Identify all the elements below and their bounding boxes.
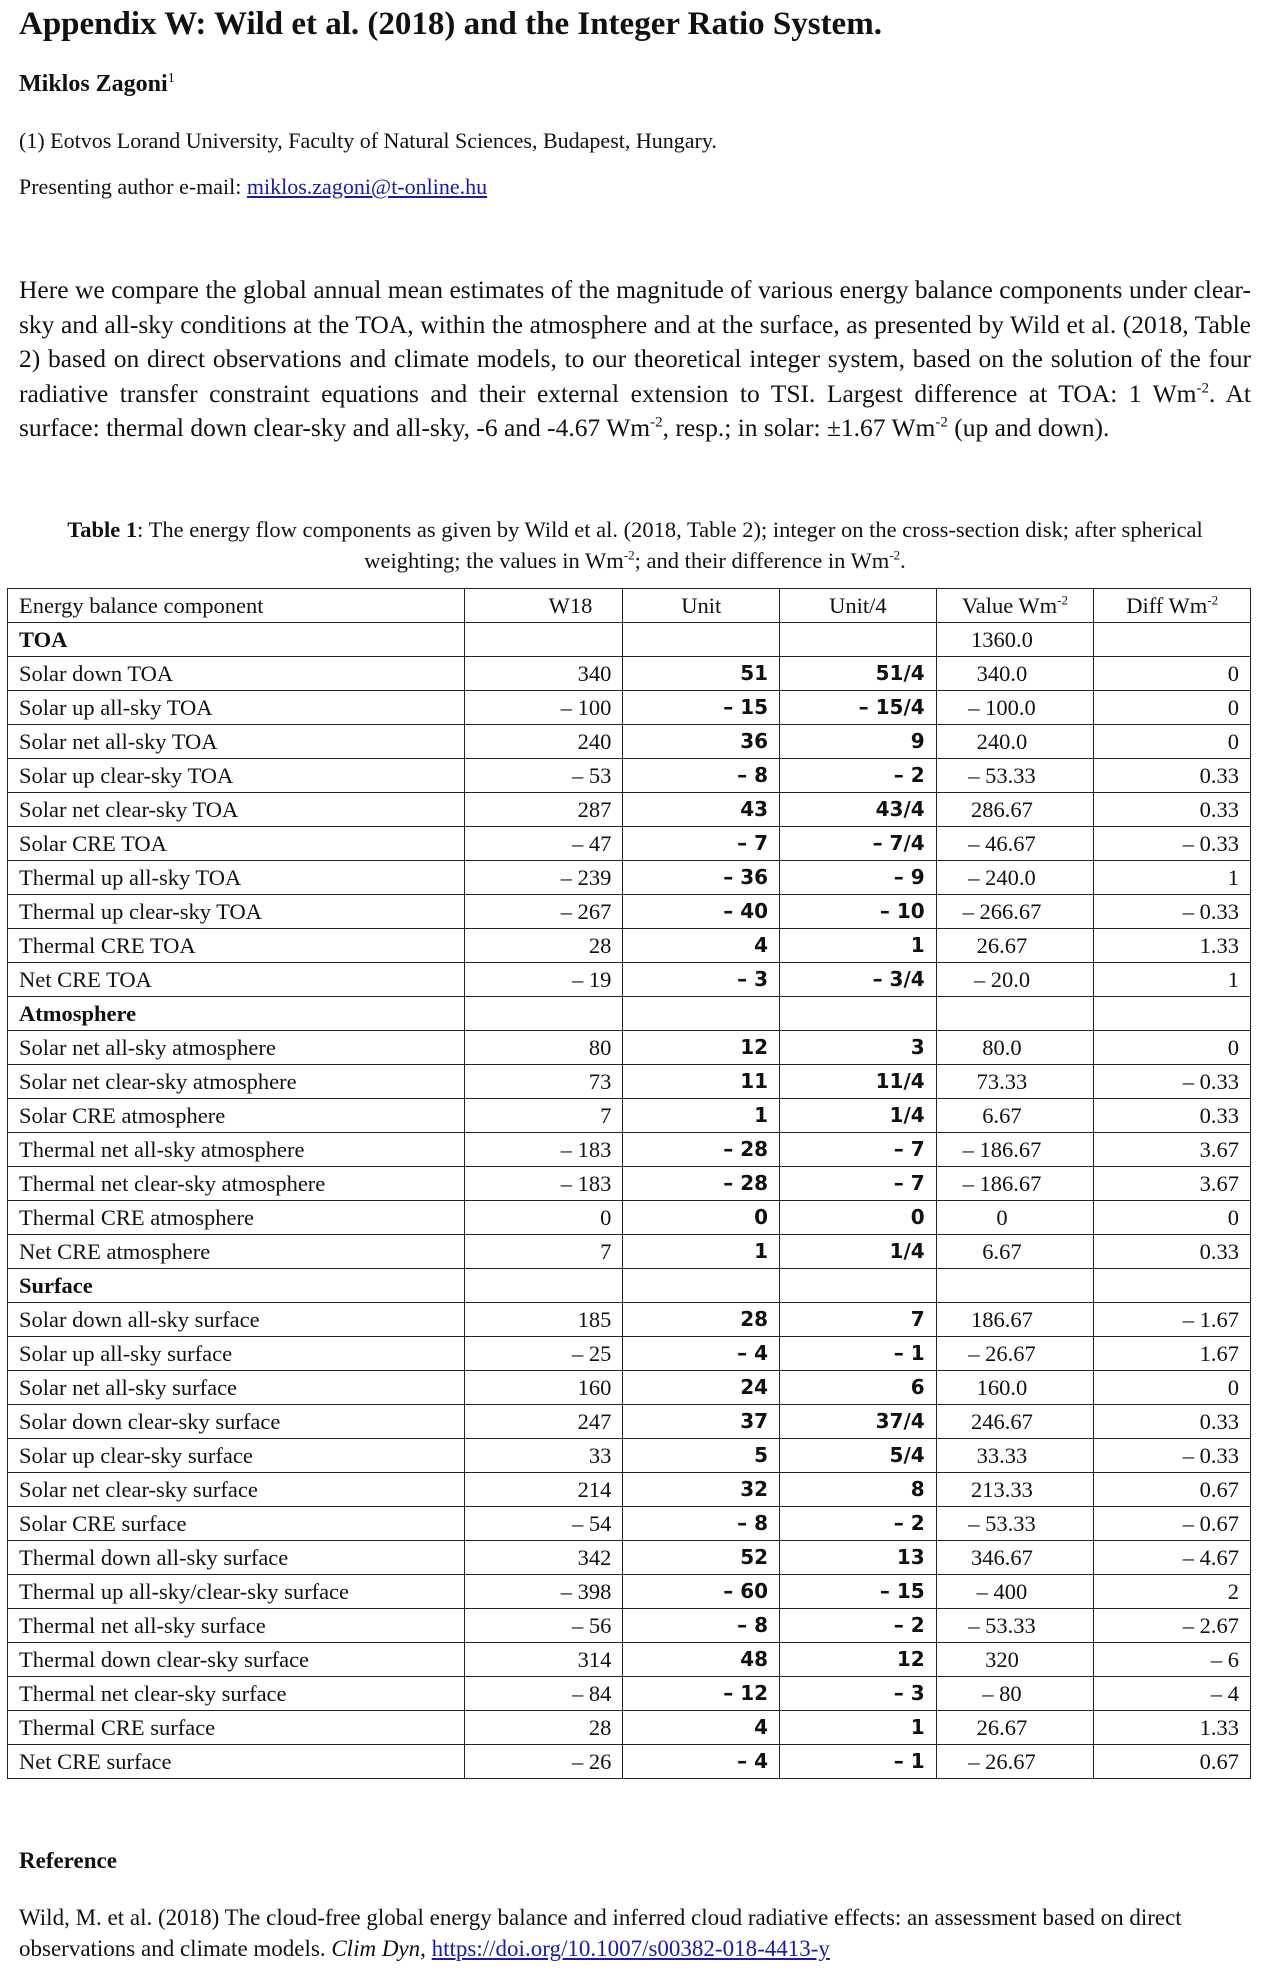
row-value: – 26.67 [936,1337,1094,1371]
row-unit4: – 1 [780,1337,937,1371]
row-unit4: 37/4 [780,1405,937,1439]
row-label: TOA [8,623,465,657]
row-value: 6.67 [936,1235,1094,1269]
row-w18: 33 [464,1439,623,1473]
table-caption-text-2: ; and their difference in Wm [634,548,890,573]
row-unit: – 3 [623,963,780,997]
row-value: – 80 [936,1677,1094,1711]
row-w18: 247 [464,1405,623,1439]
row-value: – 100.0 [936,691,1094,725]
row-unit4: 51/4 [780,657,937,691]
table-row [8,895,1251,929]
table-row [8,725,1251,759]
row-label: Atmosphere [8,997,465,1031]
row-unit4: – 1 [780,1745,937,1779]
row-unit: 48 [623,1643,780,1677]
row-w18: 7 [464,1235,623,1269]
row-w18: 80 [464,1031,623,1065]
row-label: Solar net clear-sky atmosphere [8,1065,465,1099]
row-diff [1094,623,1251,657]
row-w18: – 183 [464,1167,623,1201]
row-label: Solar net all-sky TOA [8,725,465,759]
row-label: Thermal up clear-sky TOA [8,895,465,929]
row-unit4: 7 [780,1303,937,1337]
row-value: – 186.67 [936,1167,1094,1201]
row-diff: 0.33 [1094,1099,1251,1133]
row-w18: – 53 [464,759,623,793]
row-diff: 0 [1094,691,1251,725]
row-label: Solar up clear-sky TOA [8,759,465,793]
row-w18 [464,997,623,1031]
row-w18: – 100 [464,691,623,725]
row-w18: 28 [464,929,623,963]
row-label: Solar down clear-sky surface [8,1405,465,1439]
row-unit: 4 [623,1711,780,1745]
row-w18: 7 [464,1099,623,1133]
reference-separator: , [420,1936,432,1961]
row-value [936,997,1094,1031]
row-value: 80.0 [936,1031,1094,1065]
row-w18: – 84 [464,1677,623,1711]
abstract-sup-2: -2 [650,414,663,431]
row-unit [623,1269,780,1303]
reference-doi-link[interactable]: https://doi.org/10.1007/s00382-018-4413-y [431,1936,830,1961]
row-diff: – 0.33 [1094,827,1251,861]
table-caption-text-3: . [900,548,906,573]
row-label: Solar net all-sky atmosphere [8,1031,465,1065]
row-value: – 20.0 [936,963,1094,997]
reference-text: Wild, M. et al. (2018) The cloud-free global energy balance and inferred cloud radiative effects: an assessment based on direct observations and climate models. [19,1905,1182,1961]
row-label: Net CRE atmosphere [8,1235,465,1269]
row-diff: 0.33 [1094,1235,1251,1269]
row-unit4: – 7 [780,1167,937,1201]
table-row [8,1643,1251,1677]
row-w18: – 267 [464,895,623,929]
row-value: – 266.67 [936,895,1094,929]
row-unit: 11 [623,1065,780,1099]
table-row [8,827,1251,861]
row-unit4: 6 [780,1371,937,1405]
row-value: – 53.33 [936,759,1094,793]
row-w18: 185 [464,1303,623,1337]
row-diff: – 0.33 [1094,895,1251,929]
row-unit: 36 [623,725,780,759]
row-unit: – 28 [623,1133,780,1167]
row-label: Solar down all-sky surface [8,1303,465,1337]
row-w18: 314 [464,1643,623,1677]
row-diff: 0.33 [1094,759,1251,793]
row-w18: – 25 [464,1337,623,1371]
row-w18: 342 [464,1541,623,1575]
table-row [8,1133,1251,1167]
row-diff: 0.33 [1094,793,1251,827]
row-unit [623,623,780,657]
table-row [8,1337,1251,1371]
row-value: – 53.33 [936,1609,1094,1643]
row-w18: 287 [464,793,623,827]
table-row [8,1167,1251,1201]
row-unit4: – 7/4 [780,827,937,861]
row-value: 320 [936,1643,1094,1677]
row-w18: 73 [464,1065,623,1099]
row-label: Thermal net clear-sky atmosphere [8,1167,465,1201]
table-row [8,963,1251,997]
row-label: Thermal down all-sky surface [8,1541,465,1575]
row-unit4: 1 [780,929,937,963]
row-unit4: – 3 [780,1677,937,1711]
row-label: Thermal down clear-sky surface [8,1643,465,1677]
row-unit: – 8 [623,759,780,793]
abstract-sup-3: -2 [935,414,948,431]
table-row [8,759,1251,793]
row-diff: 0 [1094,657,1251,691]
row-label: Net CRE TOA [8,963,465,997]
row-value: – 26.67 [936,1745,1094,1779]
author-name-text: Miklos Zagoni [19,71,168,97]
row-w18: 160 [464,1371,623,1405]
row-diff: 0 [1094,1201,1251,1235]
row-unit4 [780,997,937,1031]
row-unit4: 0 [780,1201,937,1235]
row-value: – 46.67 [936,827,1094,861]
row-value: 346.67 [936,1541,1094,1575]
abstract-text-4: (up and down). [947,413,1110,442]
row-diff: 3.67 [1094,1167,1251,1201]
row-value: – 186.67 [936,1133,1094,1167]
row-label: Solar CRE atmosphere [8,1099,465,1133]
row-value [936,1269,1094,1303]
table-body [8,623,1251,1779]
table-row [8,1371,1251,1405]
row-unit4: – 2 [780,1609,937,1643]
row-value: 0 [936,1201,1094,1235]
reference-entry [19,1902,1251,1964]
row-label: Thermal net all-sky surface [8,1609,465,1643]
abstract-text-2: . At surface: thermal down clear-sky and all-sky, -6 and -4.67 Wm [19,378,1251,442]
energy-flow-table [7,588,1251,1779]
row-unit4: 1 [780,1711,937,1745]
row-diff: 0.33 [1094,1405,1251,1439]
row-label: Thermal up all-sky/clear-sky surface [8,1575,465,1609]
row-value: – 53.33 [936,1507,1094,1541]
row-unit4: – 9 [780,861,937,895]
table-caption-sup-1: -2 [623,547,635,563]
row-unit4: – 2 [780,1507,937,1541]
table-row [8,1201,1251,1235]
row-value: – 400 [936,1575,1094,1609]
table-row [8,1677,1251,1711]
row-unit: 0 [623,1201,780,1235]
row-unit: – 12 [623,1677,780,1711]
row-diff: – 4.67 [1094,1541,1251,1575]
table-row [8,861,1251,895]
row-diff [1094,997,1251,1031]
table-caption-text-1: : The energy flow components as given by Wild et al. (2018, Table 2); integer on the cross-section disk; after spherical weighting; the values in Wm [137,517,1203,573]
table-row [8,1609,1251,1643]
table-section-row [8,997,1251,1031]
row-label: Thermal net clear-sky surface [8,1677,465,1711]
row-label: Solar net all-sky surface [8,1371,465,1405]
row-value: 213.33 [936,1473,1094,1507]
table-caption [19,514,1251,576]
author-name [19,71,175,98]
header-diff-text: Diff Wm [1126,593,1208,618]
table-row [8,1507,1251,1541]
row-diff: – 0.67 [1094,1507,1251,1541]
table-row [8,1303,1251,1337]
row-diff: 0 [1094,1371,1251,1405]
row-w18: 0 [464,1201,623,1235]
row-value: 340.0 [936,657,1094,691]
table-row [8,929,1251,963]
row-diff: 1.33 [1094,1711,1251,1745]
row-unit4: 5/4 [780,1439,937,1473]
table-row [8,691,1251,725]
row-value: – 240.0 [936,861,1094,895]
table-row [8,1745,1251,1779]
table-row [8,1099,1251,1133]
row-label: Solar net clear-sky surface [8,1473,465,1507]
row-unit: – 15 [623,691,780,725]
row-value: 26.67 [936,929,1094,963]
row-unit4: 1/4 [780,1235,937,1269]
table-section-row [8,1269,1251,1303]
table-row [8,1439,1251,1473]
header-unit4: Unit/4 [780,589,937,623]
row-unit4: 3 [780,1031,937,1065]
table-row [8,1473,1251,1507]
row-w18: 28 [464,1711,623,1745]
row-label: Thermal CRE TOA [8,929,465,963]
row-diff: – 2.67 [1094,1609,1251,1643]
header-value [936,589,1094,623]
row-label: Net CRE surface [8,1745,465,1779]
table-row [8,1031,1251,1065]
row-diff: 0.67 [1094,1473,1251,1507]
table-row [8,1541,1251,1575]
row-unit: – 8 [623,1507,780,1541]
row-unit: 51 [623,657,780,691]
row-unit4: 9 [780,725,937,759]
row-unit4: – 7 [780,1133,937,1167]
abstract-text-1: Here we compare the global annual mean estimates of the magnitude of various energy balance components under clear-sky and all-sky conditions at the TOA, within the atmosphere and at the surface, as presented by Wild et al. (2018, Table 2) based on direct observations and climate models, to our theoretical integer system, based on the solution of the four radiative transfer constraint equations and their external extension to TSI. Largest difference at TOA: 1 Wm [19,275,1251,408]
affiliation: (1) Eotvos Lorand University, Faculty of Natural Sciences, Budapest, Hungary. [19,128,717,153]
row-w18 [464,1269,623,1303]
row-unit: 1 [623,1099,780,1133]
abstract-paragraph [19,273,1251,446]
row-label: Thermal up all-sky TOA [8,861,465,895]
header-w18: W18 [464,589,623,623]
row-w18: – 183 [464,1133,623,1167]
row-label: Solar net clear-sky TOA [8,793,465,827]
row-unit: – 36 [623,861,780,895]
row-diff: – 0.33 [1094,1065,1251,1099]
row-w18: 240 [464,725,623,759]
row-w18: – 54 [464,1507,623,1541]
row-value: 160.0 [936,1371,1094,1405]
row-value: 1360.0 [936,623,1094,657]
row-unit: – 7 [623,827,780,861]
table-row [8,1235,1251,1269]
row-w18: – 398 [464,1575,623,1609]
row-unit: 52 [623,1541,780,1575]
row-w18: – 47 [464,827,623,861]
row-w18: 340 [464,657,623,691]
abstract-sup-1: -2 [1196,380,1210,396]
row-unit: – 28 [623,1167,780,1201]
row-label: Solar up all-sky surface [8,1337,465,1371]
row-unit [623,997,780,1031]
row-unit: 1 [623,1235,780,1269]
row-unit4 [780,1269,937,1303]
row-unit: 24 [623,1371,780,1405]
row-unit4 [780,623,937,657]
row-label: Solar CRE surface [8,1507,465,1541]
header-diff [1094,589,1251,623]
email-label: Presenting author e-mail: [19,174,247,199]
header-value-text: Value Wm [961,593,1058,618]
reference-journal: Clim Dyn [331,1936,421,1961]
row-w18: 214 [464,1473,623,1507]
email-link[interactable]: miklos.zagoni@t-online.hu [246,174,488,199]
row-diff: – 6 [1094,1643,1251,1677]
table-row [8,657,1251,691]
row-unit4: 8 [780,1473,937,1507]
row-unit4: 11/4 [780,1065,937,1099]
row-value: 26.67 [936,1711,1094,1745]
row-label: Surface [8,1269,465,1303]
table-caption-sup-2: -2 [889,547,901,563]
row-diff: 1 [1094,861,1251,895]
row-unit: 12 [623,1031,780,1065]
table-header-row [8,589,1251,623]
row-unit: 5 [623,1439,780,1473]
row-unit4: – 3/4 [780,963,937,997]
table-row [8,1575,1251,1609]
row-w18: – 26 [464,1745,623,1779]
row-value: 186.67 [936,1303,1094,1337]
row-label: Thermal CRE surface [8,1711,465,1745]
table-section-row [8,623,1251,657]
author-affiliation-marker: 1 [167,71,175,86]
contact-line [19,174,487,200]
row-w18: – 239 [464,861,623,895]
row-diff: 2 [1094,1575,1251,1609]
row-diff: – 0.33 [1094,1439,1251,1473]
row-unit: – 8 [623,1609,780,1643]
header-component: Energy balance component [8,589,465,623]
row-unit4: 12 [780,1643,937,1677]
row-unit: – 60 [623,1575,780,1609]
row-label: Thermal net all-sky atmosphere [8,1133,465,1167]
row-unit: 28 [623,1303,780,1337]
row-value: 6.67 [936,1099,1094,1133]
row-label: Thermal CRE atmosphere [8,1201,465,1235]
row-diff: 1.33 [1094,929,1251,963]
row-value: 246.67 [936,1405,1094,1439]
header-unit: Unit [623,589,780,623]
row-diff: 0 [1094,1031,1251,1065]
row-w18: – 56 [464,1609,623,1643]
row-label: Solar up all-sky TOA [8,691,465,725]
row-unit4: – 15 [780,1575,937,1609]
row-diff: 0.67 [1094,1745,1251,1779]
row-diff: – 4 [1094,1677,1251,1711]
row-diff [1094,1269,1251,1303]
row-unit: – 40 [623,895,780,929]
abstract-text-3: , resp.; in solar: ±1.67 Wm [662,413,936,442]
row-value: 240.0 [936,725,1094,759]
row-diff: 1.67 [1094,1337,1251,1371]
row-unit: – 4 [623,1337,780,1371]
row-unit: 37 [623,1405,780,1439]
row-w18: – 19 [464,963,623,997]
row-unit4: 1/4 [780,1099,937,1133]
row-unit: 4 [623,929,780,963]
row-unit4: – 15/4 [780,691,937,725]
row-unit: – 4 [623,1745,780,1779]
row-unit: 43 [623,793,780,827]
row-diff: – 1.67 [1094,1303,1251,1337]
row-unit4: – 10 [780,895,937,929]
row-value: 33.33 [936,1439,1094,1473]
paper-title: Appendix W: Wild et al. (2018) and the Integer Ratio System. [19,6,882,42]
row-diff: 1 [1094,963,1251,997]
row-unit4: 43/4 [780,793,937,827]
row-label: Solar up clear-sky surface [8,1439,465,1473]
row-label: Solar CRE TOA [8,827,465,861]
row-value: 286.67 [936,793,1094,827]
row-value: 73.33 [936,1065,1094,1099]
table-row [8,793,1251,827]
row-unit4: 13 [780,1541,937,1575]
row-label: Solar down TOA [8,657,465,691]
row-w18 [464,623,623,657]
header-diff-sup: -2 [1207,592,1219,608]
table-row [8,1065,1251,1099]
row-diff: 0 [1094,725,1251,759]
table-row [8,1405,1251,1439]
table-caption-label: Table 1 [67,517,138,542]
table-row [8,1711,1251,1745]
row-diff: 3.67 [1094,1133,1251,1167]
row-unit: 32 [623,1473,780,1507]
header-value-sup: -2 [1057,592,1068,608]
row-unit4: – 2 [780,759,937,793]
reference-heading: Reference [19,1848,117,1873]
